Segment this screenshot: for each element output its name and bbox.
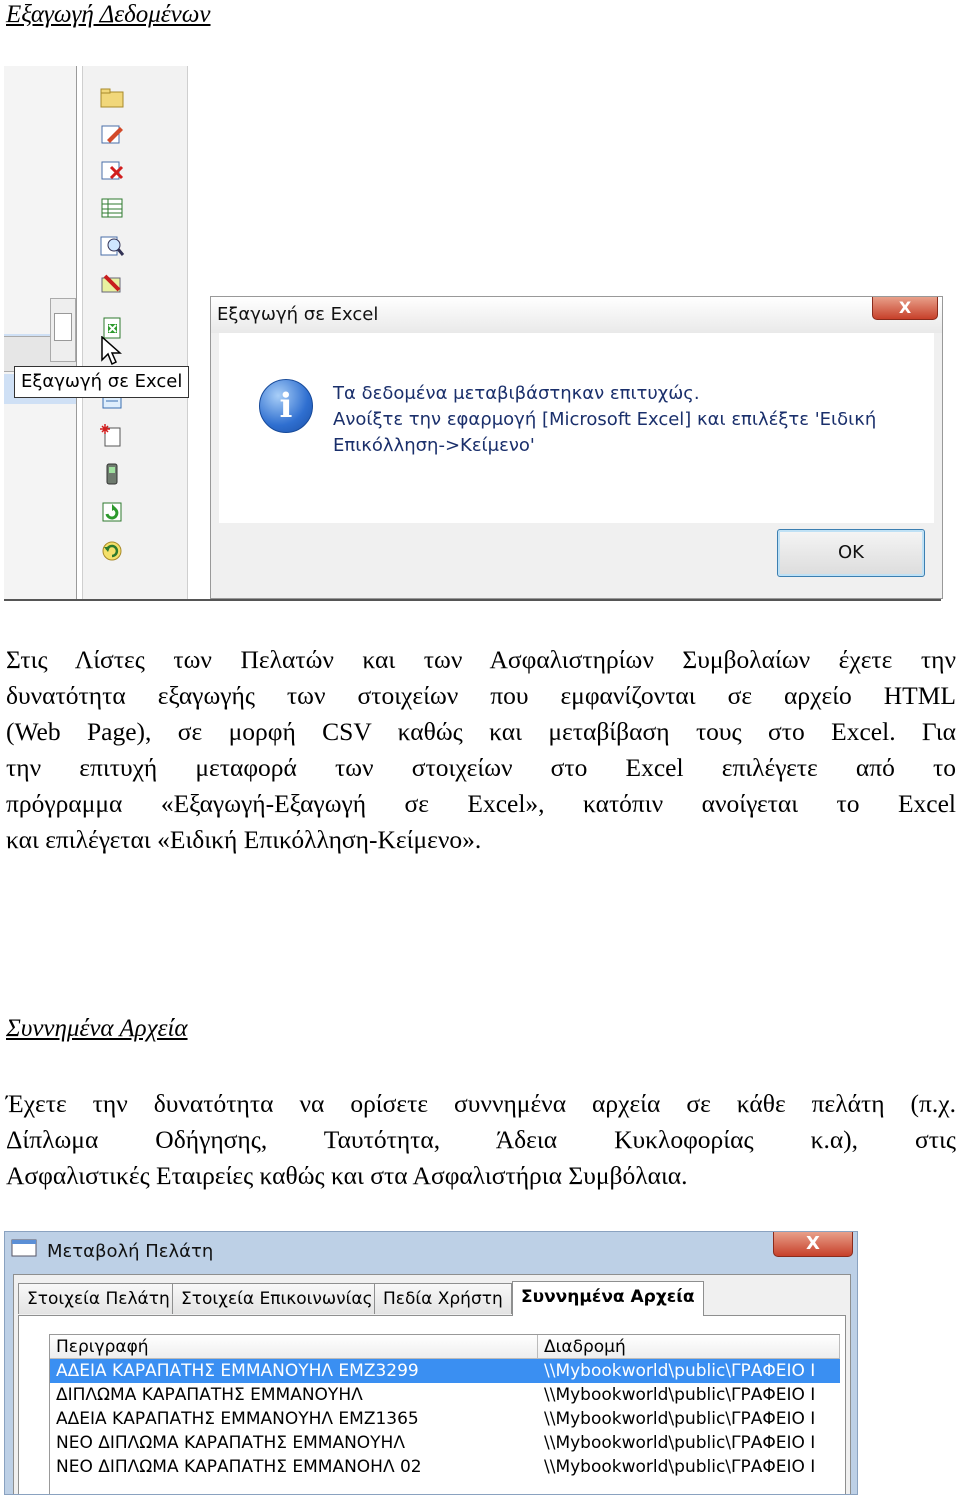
cell-path: \\Mybookworld\public\ΓΡΑΦΕΙΟ I [544, 1385, 816, 1405]
cell-description: ΔΙΠΛΩΜΑ ΚΑΡΑΠΑΤΗΣ ΕΜΜΑΝΟΥΗΛ [56, 1385, 363, 1405]
table-row[interactable] [50, 1359, 840, 1383]
ok-button[interactable]: OK [777, 529, 925, 577]
attachments-panel [18, 1315, 846, 1495]
paragraph-line: και επιλέγεται «Ειδική Επικόλληση-Κείμενο». [6, 825, 482, 854]
tab-attachments[interactable]: Συννημένα Αρχεία [512, 1281, 704, 1316]
column-header-description[interactable]: Περιγραφή [50, 1335, 538, 1359]
window-client [13, 1274, 851, 1495]
undo-icon[interactable] [99, 538, 125, 562]
phone-icon[interactable] [99, 462, 125, 486]
customer-edit-window [4, 1231, 858, 1495]
cell-path: \\Mybookworld\public\ΓΡΑΦΕΙΟ I [544, 1361, 816, 1381]
vertical-scrollbar[interactable] [50, 298, 76, 362]
window-icon [11, 1238, 37, 1266]
list-panel [4, 66, 77, 599]
attachments-paragraph [6, 1086, 956, 1194]
paragraph-line: την επιτυχή μεταφορά των στοιχείων στο Excel επιλέγετε από το [6, 753, 956, 782]
tab-user-fields[interactable]: Πεδία Χρήστη [374, 1283, 512, 1314]
table-icon[interactable] [99, 196, 125, 220]
message-line: Επικόλληση->Κείμενο' [333, 435, 535, 456]
window-title: Μεταβολή Πελάτη [47, 1241, 214, 1262]
close-button[interactable]: X [773, 1232, 853, 1257]
mouse-cursor-icon [101, 336, 123, 370]
tooltip-export-excel: Εξαγωγή σε Excel [14, 366, 189, 398]
column-header-path[interactable]: Διαδρομή [538, 1335, 840, 1359]
refresh-icon[interactable] [99, 500, 125, 524]
delete-icon[interactable] [99, 158, 125, 182]
toolbar [82, 66, 188, 599]
paragraph-line: πρόγραμμα «Εξαγωγή-Εξαγωγή σε Excel», κατόπιν ανοίγεται το Excel [6, 789, 956, 818]
tools-icon[interactable] [99, 272, 125, 296]
table-row[interactable] [50, 1407, 840, 1431]
section-heading-attachments: Συννημένα Αρχεία [6, 1015, 188, 1042]
export-dialog [210, 296, 943, 599]
paragraph-line: Στις Λίστες των Πελατών και των Ασφαλιστηρίων Συμβολαίων έχετε την [6, 645, 956, 674]
dialog-title: Εξαγωγή σε Excel [217, 304, 379, 325]
new-icon[interactable] [99, 424, 125, 448]
paragraph-line: δυνατότητα εξαγωγής των στοιχείων που εμφανίζονται σε αρχείο HTML [6, 681, 956, 710]
edit-icon[interactable] [99, 122, 125, 146]
paragraph-line: Ασφαλιστικές Εταιρείες καθώς και στα Ασφαλιστήρια Συμβόλαια. [6, 1161, 688, 1190]
paragraph-line: Έχετε την δυνατότητα να ορίσετε συννημένα αρχεία σε κάθε πελάτη (π.χ. [6, 1089, 956, 1118]
search-icon[interactable] [99, 234, 125, 258]
cell-description: ΝΕΟ ΔΙΠΛΩΜΑ ΚΑΡΑΠΑΤΗΣ ΕΜΜΑΝΟΗΛ 02 [56, 1457, 422, 1477]
export-paragraph [6, 642, 956, 858]
tab-contact-details[interactable]: Στοιχεία Επικοινωνίας [172, 1283, 382, 1314]
scrollbar-thumb[interactable] [54, 313, 72, 341]
folder-icon[interactable] [99, 86, 125, 110]
cell-description: ΑΔΕΙΑ ΚΑΡΑΠΑΤΗΣ ΕΜΜΑΝΟΥΗΛ EMZ1365 [56, 1409, 419, 1429]
cell-description: ΝΕΟ ΔΙΠΛΩΜΑ ΚΑΡΑΠΑΤΗΣ ΕΜΜΑΝΟΥΗΛ [56, 1433, 405, 1453]
dialog-titlebar [211, 297, 942, 333]
tab-customer-details[interactable]: Στοιχεία Πελάτη [18, 1283, 179, 1314]
table-row[interactable] [50, 1383, 840, 1407]
cell-description: ΑΔΕΙΑ ΚΑΡΑΠΑΤΗΣ ΕΜΜΑΝΟΥΗΛ EMZ3299 [56, 1361, 419, 1381]
section-heading-export: Εξαγωγή Δεδομένων [6, 1, 211, 28]
paragraph-line: (Web Page), σε μορφή CSV καθώς και μεταβίβαση τους στο Excel. Για [6, 717, 956, 746]
window-titlebar [11, 1238, 213, 1264]
info-icon: i [259, 379, 313, 433]
dialog-body [219, 333, 934, 523]
paragraph-line: Δίπλωμα Οδήγησης, Ταυτότητα, Άδεια Κυκλοφορίας κ.α), στις [6, 1125, 956, 1154]
message-line: Ανοίξτε την εφαρμογή [Microsoft Excel] και επιλέξτε 'Ειδική [333, 409, 877, 430]
table-row[interactable] [50, 1455, 840, 1479]
cell-path: \\Mybookworld\public\ΓΡΑΦΕΙΟ I [544, 1409, 816, 1429]
cell-path: \\Mybookworld\public\ΓΡΑΦΕΙΟ I [544, 1433, 816, 1453]
dialog-message [333, 381, 923, 459]
close-button[interactable]: X [872, 297, 938, 320]
message-line: Τα δεδομένα μεταβιβάστηκαν επιτυχώς. [333, 383, 700, 404]
table-row[interactable] [50, 1431, 840, 1455]
attachments-table [49, 1334, 840, 1495]
export-screenshot [4, 66, 941, 601]
cell-path: \\Mybookworld\public\ΓΡΑΦΕΙΟ I [544, 1457, 816, 1477]
